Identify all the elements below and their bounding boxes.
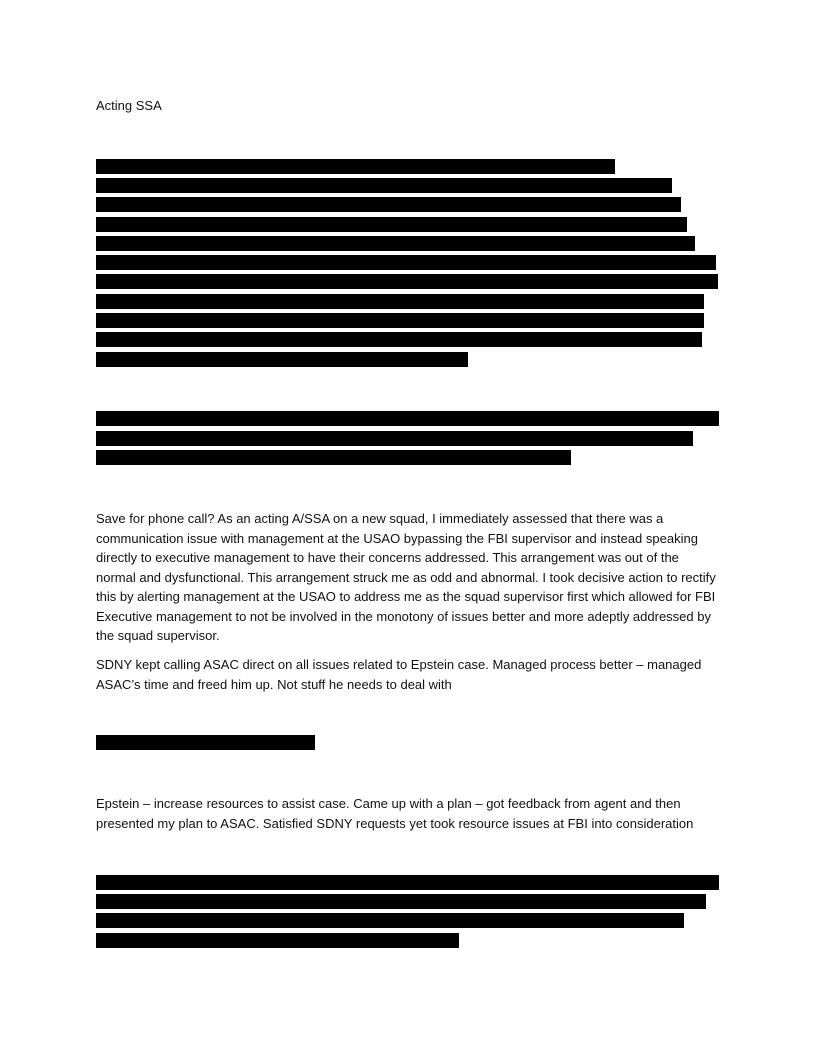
document-heading: Acting SSA bbox=[96, 98, 162, 113]
redaction-bar bbox=[96, 894, 706, 909]
redaction-bar bbox=[96, 431, 693, 446]
redaction-bar bbox=[96, 735, 315, 750]
paragraph-sdny-asac: SDNY kept calling ASAC direct on all issues related to Epstein case. Managed process better – managed ASAC’s time and freed him up. Not stuff he needs to deal with bbox=[96, 657, 702, 692]
redaction-bar bbox=[96, 274, 718, 289]
redaction-bar bbox=[96, 159, 615, 174]
redaction-bar bbox=[96, 352, 468, 367]
paragraph-acting-ssa-summary: Save for phone call? As an acting A/SSA on a new squad, I immediately assessed that there was a communication issue with management at the USAO bypassing the FBI supervisor and instead speaking directly to executive management to have their concerns addressed. This arrangement was out of the normal and dysfunctional. This arrangement struck me as odd and abnormal. I took decisive action to rectify this by alerting management at the USAO to address me as the squad supervisor first which allowed for FBI Executive management to not be involved in the monotony of issues better and more adeptly addressed by the squad supervisor. bbox=[96, 511, 716, 643]
redaction-bar bbox=[96, 294, 704, 309]
redaction-bar bbox=[96, 217, 687, 232]
redaction-bar bbox=[96, 933, 459, 948]
paragraph-epstein-resources: Epstein – increase resources to assist case. Came up with a plan – got feedback from agent and then presented my plan to ASAC. Satisfied SDNY requests yet took resource issues at FBI into consideration bbox=[96, 796, 694, 831]
redaction-bar bbox=[96, 450, 571, 465]
redaction-bar bbox=[96, 197, 681, 212]
redaction-bar bbox=[96, 236, 695, 251]
redaction-bar bbox=[96, 913, 684, 928]
redaction-bar bbox=[96, 255, 716, 270]
redaction-bar bbox=[96, 332, 702, 347]
redaction-bar bbox=[96, 178, 672, 193]
redaction-bar bbox=[96, 875, 719, 890]
redaction-bar bbox=[96, 411, 719, 426]
redaction-bar bbox=[96, 313, 704, 328]
